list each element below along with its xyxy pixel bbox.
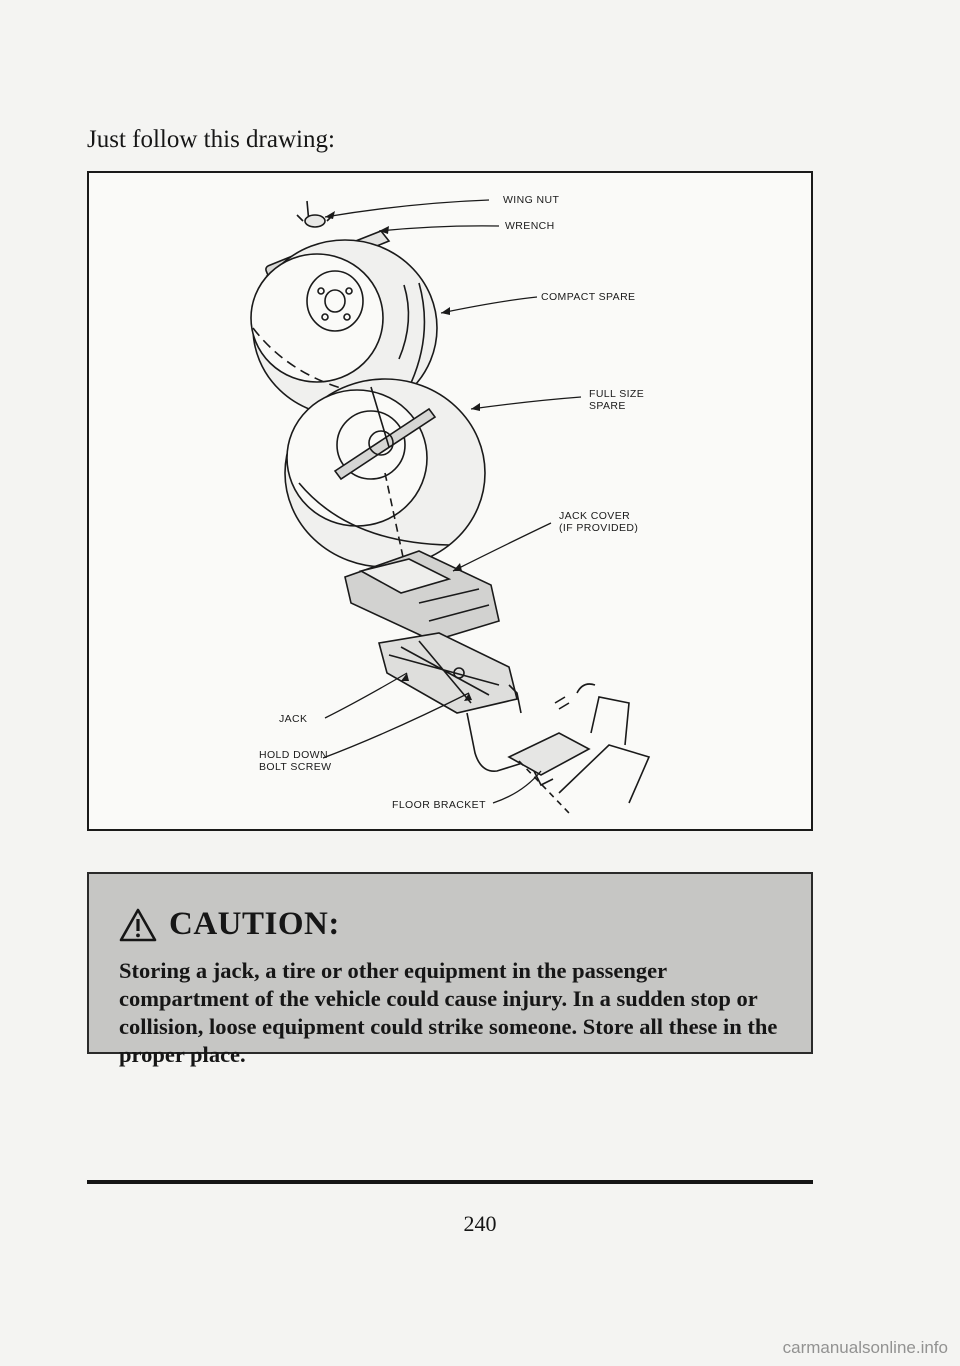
label-hold-down-bolt-screw: HOLD DOWN BOLT SCREW bbox=[259, 749, 332, 773]
label-compact-spare: COMPACT SPARE bbox=[541, 291, 636, 303]
warning-triangle-icon bbox=[119, 908, 157, 942]
watermark: carmanualsonline.info bbox=[782, 1338, 948, 1357]
label-full-size-spare: FULL SIZE SPARE bbox=[589, 388, 645, 412]
jack-drawing bbox=[379, 633, 521, 713]
label-wrench: WRENCH bbox=[505, 220, 555, 232]
caution-header bbox=[119, 906, 340, 943]
wing-nut-drawing bbox=[297, 201, 333, 227]
page-number: 240 bbox=[463, 1211, 497, 1236]
caution-box bbox=[87, 872, 813, 1067]
caution-text: Storing a jack, a tire or other equipment in the passenger compartment of the vehicle could cause injury. In a sudden stop or collision, loose equipment could strike someone. Store all these in the proper place. bbox=[119, 958, 778, 1067]
label-jack-cover: JACK COVER (IF PROVIDED) bbox=[559, 510, 639, 534]
floor-bracket-drawing bbox=[509, 684, 649, 813]
label-floor-bracket: FLOOR BRACKET bbox=[392, 799, 486, 811]
footer-rule bbox=[87, 1180, 813, 1184]
caution-title: CAUTION: bbox=[169, 906, 340, 942]
intro-text: Just follow this drawing: bbox=[87, 126, 335, 153]
exploded-view-illustration bbox=[89, 173, 815, 833]
label-wing-nut: WING NUT bbox=[503, 194, 560, 206]
label-jack: JACK bbox=[279, 713, 308, 725]
spare-tire-storage-drawing bbox=[87, 171, 813, 831]
